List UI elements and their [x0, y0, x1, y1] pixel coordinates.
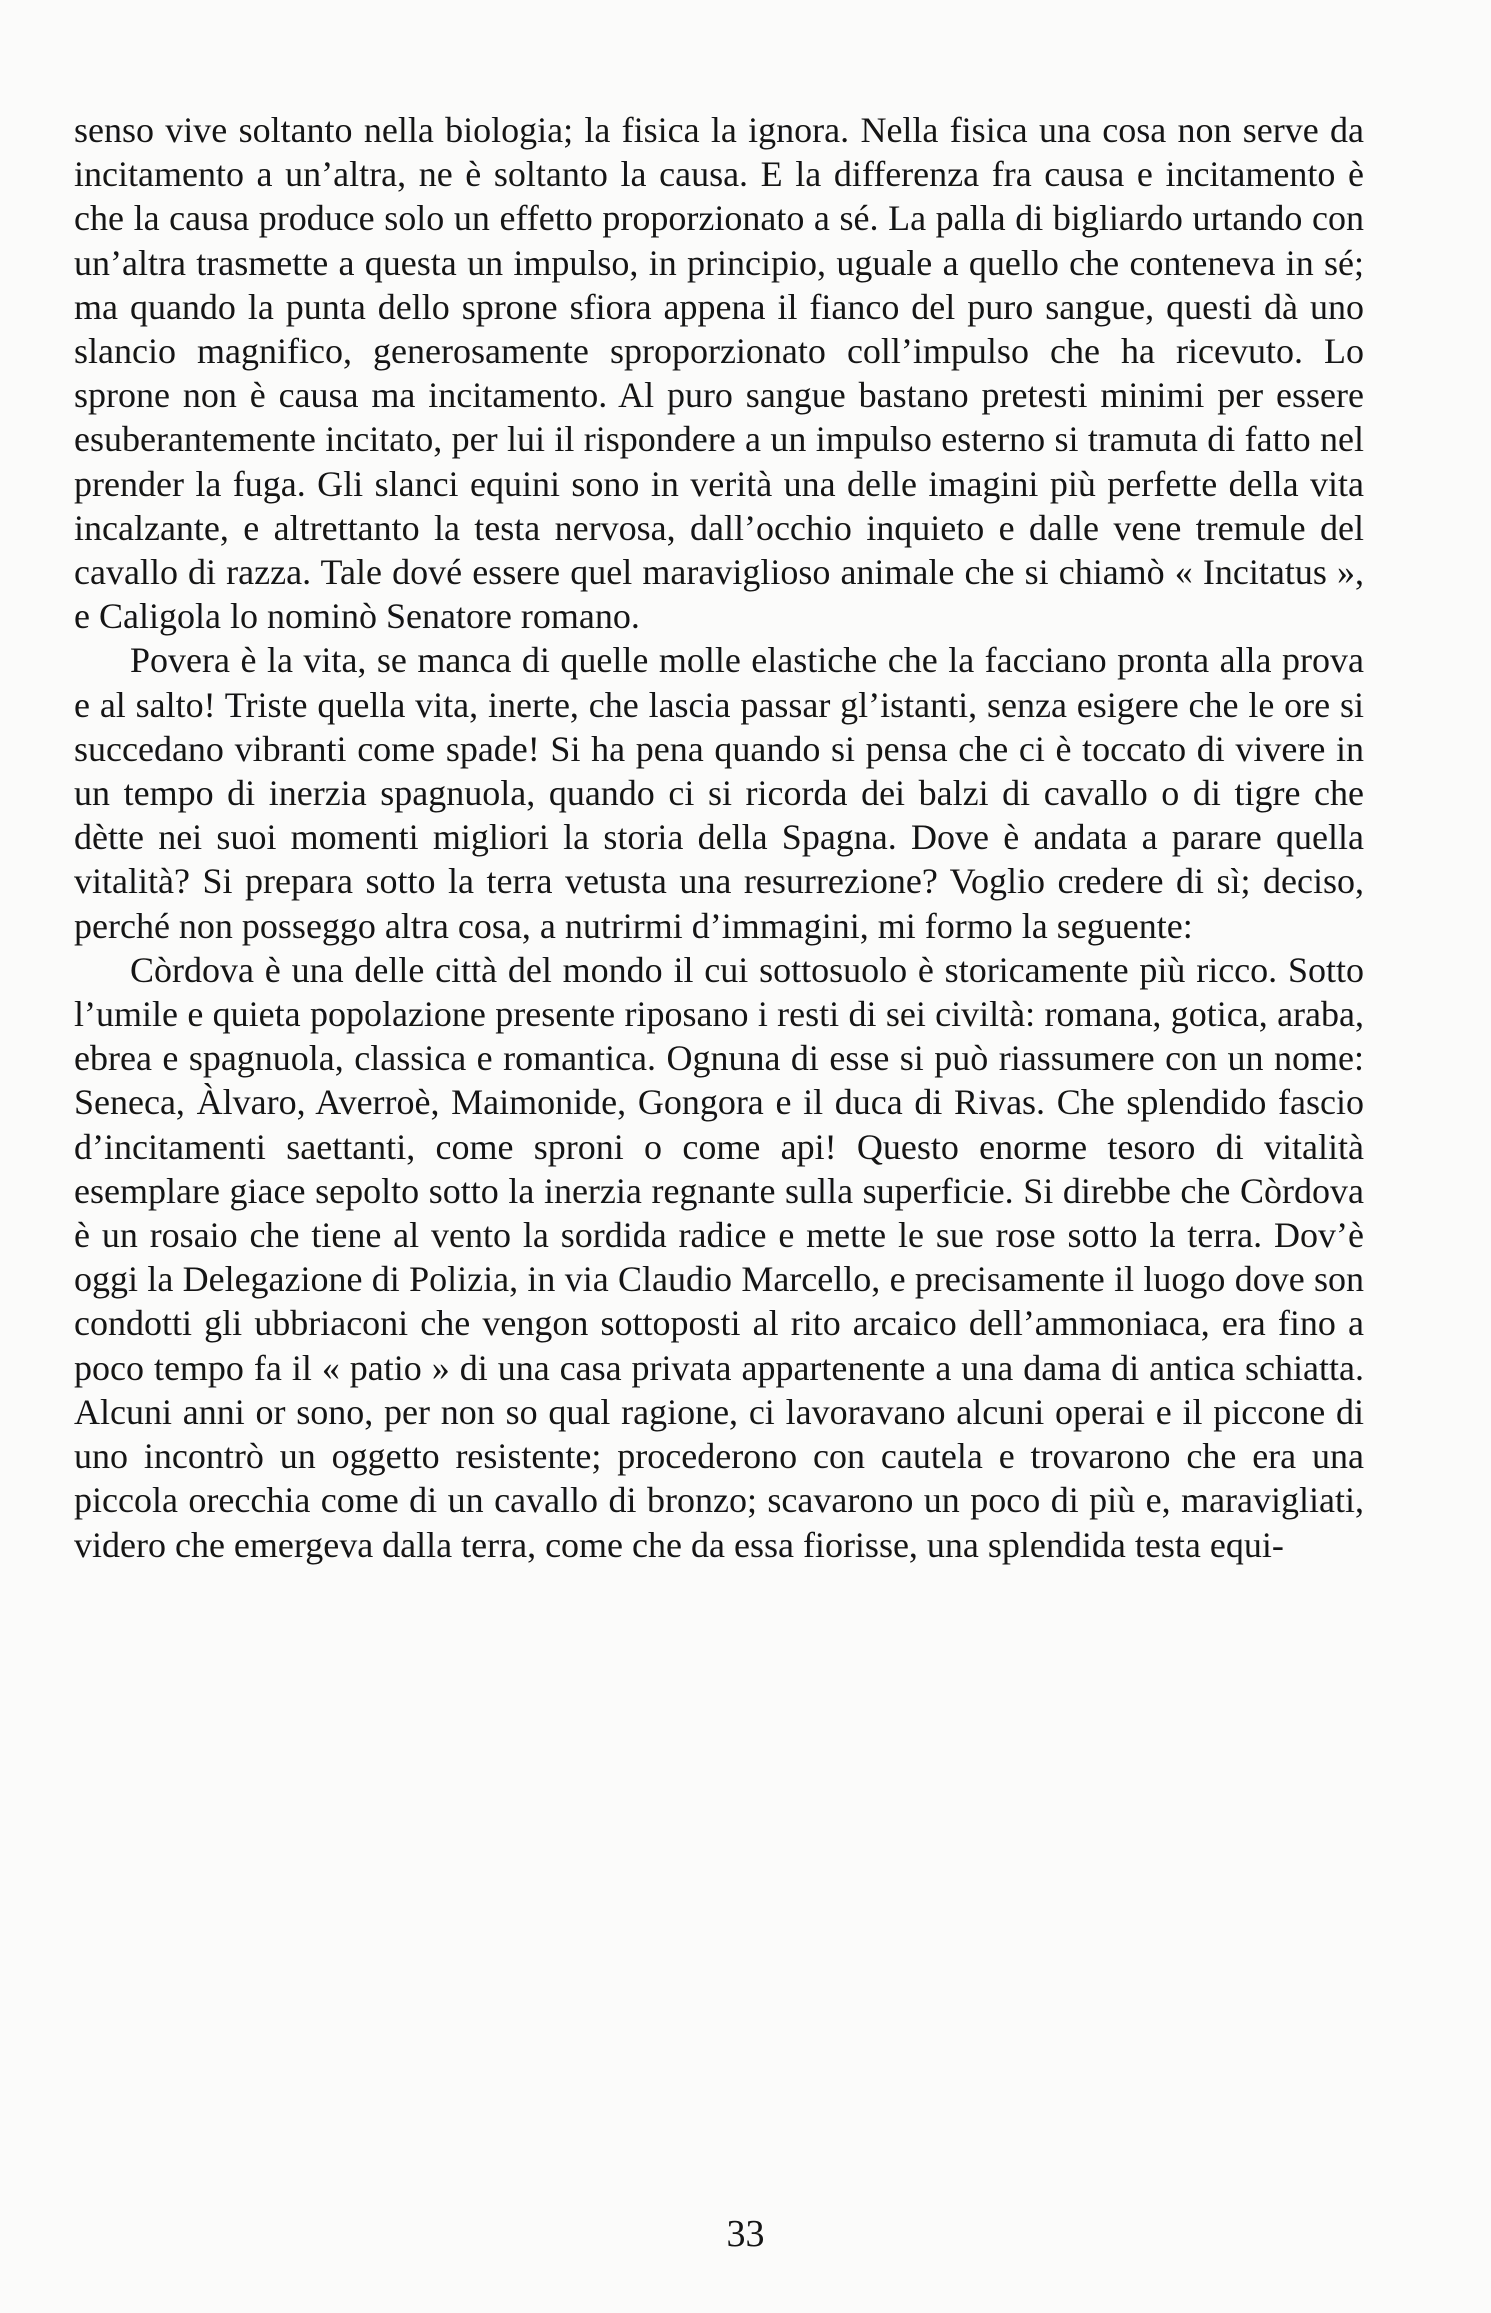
- paragraph-vita: Povera è la vita, se manca di quelle molle elastiche che la facciano pronta alla prova e al salto! Triste quella vita, inerte, che lascia passar gl’istanti, senza esigere che le ore si succedano vibranti come spade! Si ha pena quando si pensa che ci è toccato di vivere in un tempo di inerzia spagnuola, quando ci si ricorda dei balzi di cavallo o di tigre che dètte nei suoi momenti migliori la storia della Spagna. Dove è andata a parare quella vitalità? Si prepara sotto la terra vetusta una resurrezione? Voglio credere di sì; deciso, perché non posseggo altra cosa, a nutrirmi d’immagini, mi formo la seguente:: [74, 640, 1364, 946]
- paragraph-continuation: senso vive soltanto nella biologia; la fisica la ignora. Nella fisica una cosa non serve da incitamento a un’altra, ne è soltanto la causa. E la differenza fra causa e incitamento è che la causa produce solo un effetto proporzionato a sé. La palla di bigliardo urtando con un’altra trasmette a questa un impulso, in principio, uguale a quello che conteneva in sé; ma quando la punta dello sprone sfiora appena il fianco del puro sangue, questi dà uno slancio magnifico, generosamente sproporzionato coll’impulso che ha ricevuto. Lo sprone non è causa ma incitamento. Al puro sangue bastano pretesti minimi per essere esuberantemente incitato, per lui il rispondere a un impulso esterno si tramuta di fatto nel prender la fuga. Gli slanci equini sono in verità una delle imagini più perfette della vita incalzante, e altrettanto la testa nervosa, dall’occhio inquieto e dalle vene tremule del cavallo di razza. Tale dové essere quel maraviglioso animale che si chiamò « Incitatus », e Caligola lo nominò Senatore romano.: [74, 110, 1364, 637]
- paragraph-cordova: Còrdova è una delle città del mondo il cui sottosuolo è storicamente più ricco. Sotto l’umile e quieta popolazione presente riposano i resti di sei civiltà: romana, gotica, araba, ebrea e spagnuola, classica e romantica. Ognuna di esse si può riassumere con un nome: Seneca, Àlvaro, Averroè, Maimonide, Gongora e il duca di Rivas. Che splendido fascio d’incitamenti saettanti, come sproni o come api! Questo enorme tesoro di vitalità esemplare giace sepolto sotto la inerzia regnante sulla superficie. Si direbbe che Còrdova è un rosaio che tiene al vento la sordida radice e mette le sue rose sotto la terra. Dov’è oggi la Delegazione di Polizia, in via Claudio Marcello, e precisamente il luogo dove son condotti gli ubbriaconi che vengon sottoposti al rito arcaico dell’ammoniaca, era fino a poco tempo fa il « patio » di una casa privata appartenente a una dama di antica schiatta. Alcuni anni or sono, per non so qual ragione, ci lavoravano alcuni operai e il piccone di uno incontrò un oggetto resistente; procederono con cautela e trovarono che era una piccola orecchia come di un cavallo di bronzo; scavarono un poco di più e, maravigliati, videro che emergeva dalla terra, come che da essa fiorisse, una splendida testa equi-: [74, 949, 1364, 1565]
- page-number: 33: [726, 2213, 765, 2255]
- body-text: [74, 108, 1364, 1567]
